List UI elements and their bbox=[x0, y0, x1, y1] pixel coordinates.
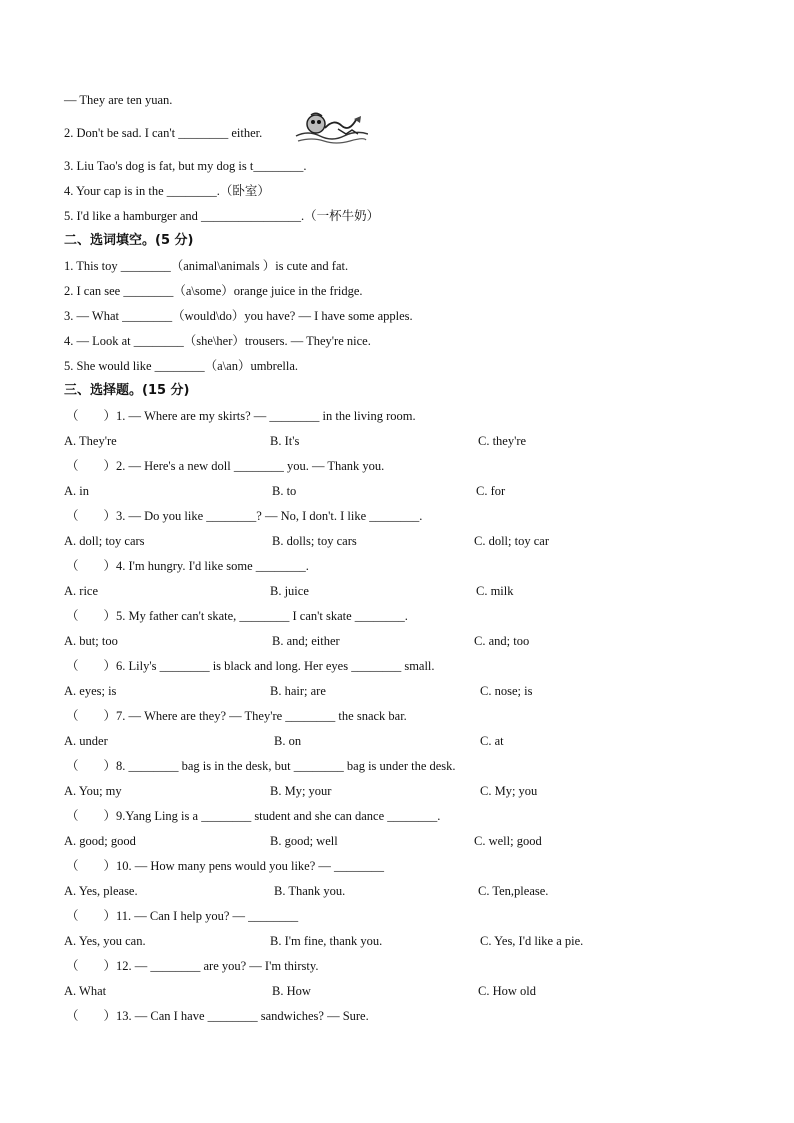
option-c: C. Ten,please. bbox=[478, 884, 549, 898]
swimmer-illustration-icon bbox=[294, 110, 368, 146]
option-b: B. It's bbox=[270, 434, 300, 448]
option-c: C. and; too bbox=[474, 634, 530, 648]
option-b: B. I'm fine, thank you. bbox=[270, 934, 383, 948]
option-a: A. Yes, please. bbox=[64, 884, 138, 898]
option-b: B. My; your bbox=[270, 784, 332, 798]
option-b: B. dolls; toy cars bbox=[272, 534, 357, 548]
option-a: A. They're bbox=[64, 434, 117, 448]
option-b: B. and; either bbox=[272, 634, 340, 648]
option-b: B. to bbox=[272, 484, 297, 498]
option-a: A. under bbox=[64, 734, 108, 748]
option-c: C. How old bbox=[478, 984, 536, 998]
option-a: A. Yes, you can. bbox=[64, 934, 146, 948]
option-c: C. My; you bbox=[480, 784, 538, 798]
option-a: A. good; good bbox=[64, 834, 136, 848]
option-a: A. but; too bbox=[64, 634, 118, 648]
option-b: B. Thank you. bbox=[274, 884, 346, 898]
option-a: A. in bbox=[64, 484, 89, 498]
option-b: B. How bbox=[272, 984, 311, 998]
option-b: B. hair; are bbox=[270, 684, 326, 698]
option-b: B. juice bbox=[270, 584, 309, 598]
option-c: C. they're bbox=[478, 434, 527, 448]
option-b: B. on bbox=[274, 734, 302, 748]
option-c: C. doll; toy car bbox=[474, 534, 549, 548]
option-c: C. Yes, I'd like a pie. bbox=[480, 934, 584, 948]
option-c: C. at bbox=[480, 734, 504, 748]
option-a: A. rice bbox=[64, 584, 99, 598]
option-c: C. for bbox=[476, 484, 506, 498]
option-c: C. well; good bbox=[474, 834, 542, 848]
option-c: C. milk bbox=[476, 584, 514, 598]
option-a: A. You; my bbox=[64, 784, 122, 798]
option-b: B. good; well bbox=[270, 834, 338, 848]
option-c: C. nose; is bbox=[480, 684, 533, 698]
option-a: A. doll; toy cars bbox=[64, 534, 145, 548]
option-a: A. What bbox=[64, 984, 107, 998]
option-a: A. eyes; is bbox=[64, 684, 117, 698]
